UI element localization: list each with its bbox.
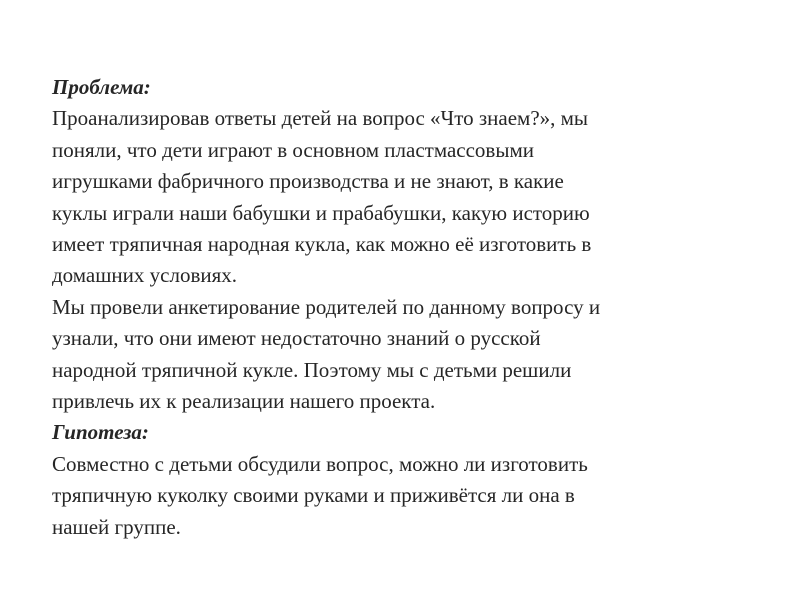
hypothesis-line: Совместно с детьми обсудили вопрос, можно ли изготовить <box>52 451 588 476</box>
problem-line: игрушками фабричного производства и не знают, в какие <box>52 169 564 194</box>
problem-line: поняли, что дети играют в основном пластмассовыми <box>52 137 534 162</box>
problem-line: народной тряпичной кукле. Поэтому мы с детьми решили <box>52 357 572 382</box>
problem-line: узнали, что они имеют недостаточно знаний о русской <box>52 326 541 351</box>
problem-line: Проанализировав ответы детей на вопрос «Что знаем?», мы <box>52 106 589 131</box>
hypothesis-line: нашей группе. <box>52 514 181 539</box>
problem-line: имеет тряпичная народная кукла, как можно её изготовить в <box>52 232 592 257</box>
problem-heading: Проблема: <box>52 75 151 99</box>
problem-line: куклы играли наши бабушки и прабабушки, какую историю <box>52 200 590 225</box>
problem-line: привлечь их к реализации нашего проекта. <box>52 389 436 414</box>
problem-line: Мы провели анкетирование родителей по данному вопросу и <box>52 294 601 319</box>
problem-line: домашних условиях. <box>52 263 238 288</box>
slide-text-body <box>52 72 762 543</box>
hypothesis-heading: Гипотеза: <box>52 420 149 445</box>
hypothesis-line: тряпичную куколку своими руками и приживётся ли она в <box>52 483 575 508</box>
